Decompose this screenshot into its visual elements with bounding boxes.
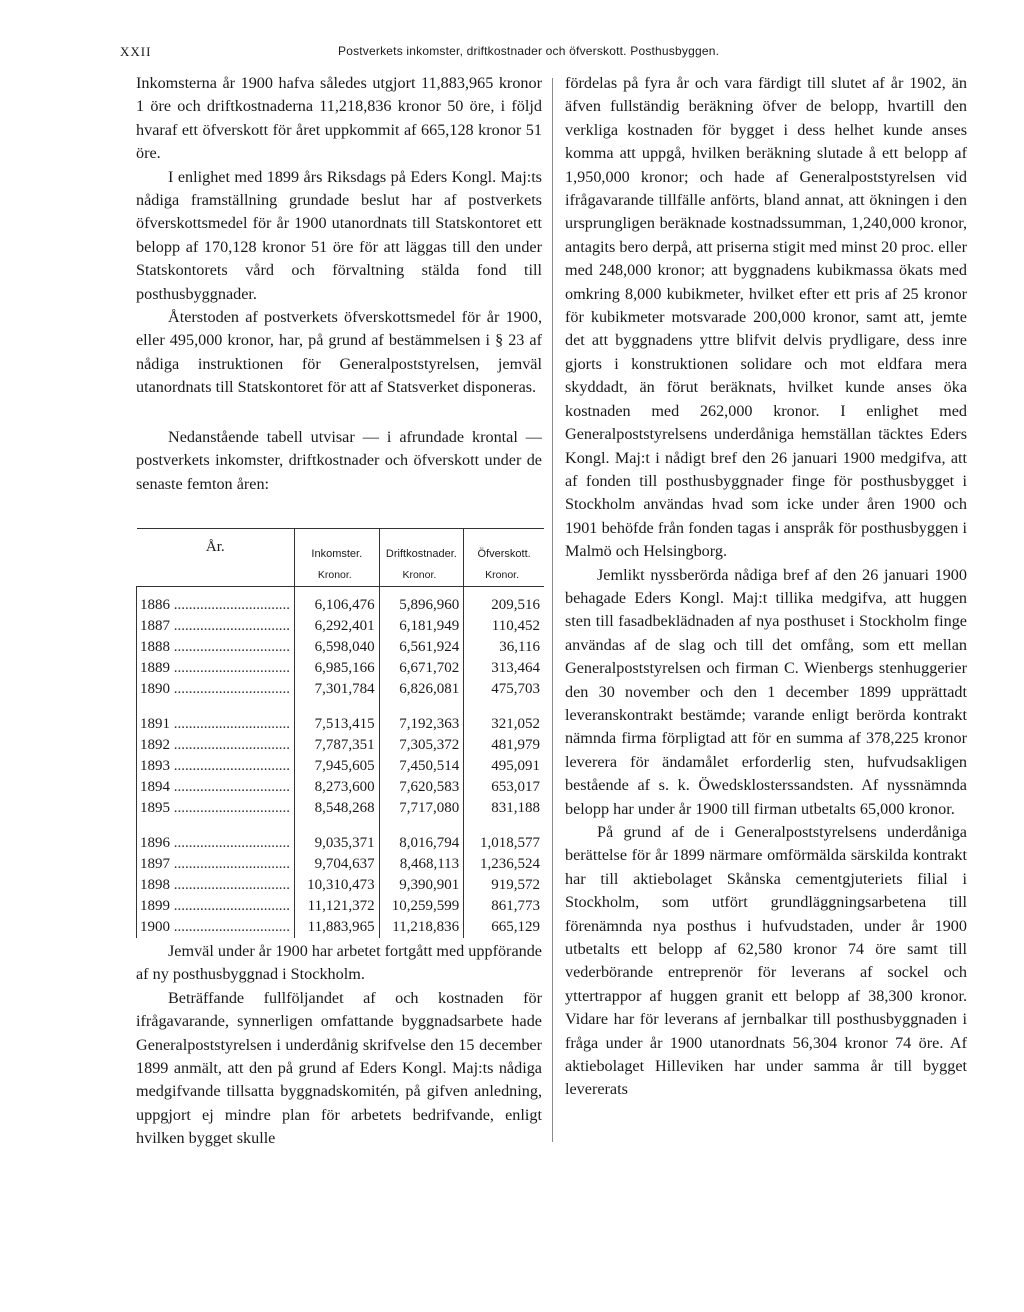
paragraph: Inkomsterna år 1900 hafva således utgjort 11,883,965 kronor 1 öre och driftkostnaderna 11,218,836 kronor 50 öre, i följd hvaraf ett öfverskott för året uppkommit af 665,128 kronor 51 öre. (136, 74, 542, 163)
paragraph: fördelas på fyra år och vara färdigt till slutet af år 1902, än äfven fullständig beräkning öfver de belopp, hvartill den verkliga kostnaden för bygget i dess helhet kunde anses komma att uppgå, hvilken beräkning slutade å ett belopp af 1,950,000 kronor; och hade af Generalpoststyrelsen vid ifrågavarande tillfälle anförts, bland annat, att ökningen i den ursprungligen beräknade kostnadssumman, 1,240,000 kronor, antagits bero derpå, att priserna stigit med minst 20 proc. eller med 248,000 kronor; att byggnadens kubikmassa ökats med omkring 8,000 kubikmeter, hvilket efter ett pris af 25 kronor för kubikmeter motsvarade 200,000 kronor, samt att, jemte det att byggnadens yttre blifvit delvis prydligare, dess inre gjorts i konstruktionen solidare och mot eldfara mera skyddadt, än förut beräknats, hvilket kunde anses öka kostnaden med 262,000 kronor. I enlighet med Generalpoststyrelsens underdåniga hemställan täcktes Eders Kongl. Maj:t i nådigt bref den 26 januari 1900 medgifva, att af fonden till posthusbyggnader finge för posthusbygget i Stockholm användas hvad som icke under åren 1900 och 1901 behöfde från fonden tagas i anspråk för posthusbyggen i Malmö och Helsingborg. (565, 74, 967, 561)
cell-year: 1889 ..... (137, 658, 295, 679)
left-column-bottom (136, 940, 542, 1151)
cell-surplus: 110,452 (464, 616, 544, 637)
cell-income: 11,883,965 (295, 917, 380, 938)
cell-costs: 6,561,924 (379, 637, 464, 658)
column-header-surplus: Öfverskott. (464, 529, 544, 566)
cell-year: 1893 ..... (137, 756, 295, 777)
table-intro-paragraph: Nedanstående tabell utvisar — i afrundade krontal — postverkets inkomster, driftkostnader och öfverskott under de senaste femton åren: (136, 427, 542, 493)
paragraph: Jemväl under år 1900 har arbetet fortgått med uppförande af ny posthusbyggnad i Stockholm. (136, 942, 542, 984)
cell-income: 6,985,166 (295, 658, 380, 679)
cell-year: 1886 ..... (137, 587, 295, 617)
cell-year: 1900 ..... (137, 917, 295, 938)
cell-costs: 7,717,080 (379, 798, 464, 819)
unit-cell: Kronor. (464, 565, 544, 587)
paragraph: På grund af de i Generalpoststyrelsens underdåniga berättelse för år 1899 närmare omförmälda särskilda kontrakt har till aktiebolaget Skånska cementgjuteriets filial i Stockholm, som utfört grundläggningsarbetena till förenämnda nya posthus i hufvudstaden, under år 1900 utbetalts ett belopp af 62,580 kronor 74 öre samt till vederbörande entreprenör för leverans af sockel och yttertrappor af huggen granit ett belopp af 38,300 kronor. Vidare har för leverans af jernbalkar till posthusbyggnaden i fråga under år 1900 utanordnats 56,304 kronor 74 öre. Af aktiebolaget Hilleviken har under samma år till bygget levererats (565, 823, 967, 1099)
column-header-income: Inkomster. (295, 529, 380, 566)
table-row (137, 798, 545, 819)
table-row (137, 587, 545, 617)
table-row (137, 777, 545, 798)
cell-income: 11,121,372 (295, 896, 380, 917)
cell-income: 9,704,637 (295, 854, 380, 875)
column-header-costs: Driftkostnader. (379, 529, 464, 566)
running-header (120, 44, 1020, 68)
table-row (137, 616, 545, 637)
table-row (137, 854, 545, 875)
right-column (565, 72, 967, 1102)
table-row (137, 875, 545, 896)
table-row (137, 896, 545, 917)
cell-costs: 7,305,372 (379, 735, 464, 756)
cell-income: 10,310,473 (295, 875, 380, 896)
cell-year: 1892 ..... (137, 735, 295, 756)
cell-year: 1888 ..... (137, 637, 295, 658)
cell-year: 1894 ..... (137, 777, 295, 798)
cell-surplus: 313,464 (464, 658, 544, 679)
cell-income: 7,787,351 (295, 735, 380, 756)
column-divider (552, 78, 553, 1142)
cell-surplus: 495,091 (464, 756, 544, 777)
table-row (137, 735, 545, 756)
paragraph: Återstoden af postverkets öfverskottsmedel för år 1900, eller 495,000 kronor, har, på grund af bestämmelsen i § 23 af nådiga instruktionen för Generalpoststyrelsen, jemväl utanordnats till Statskontoret för att af Statsverket disponeras. (136, 308, 542, 397)
cell-costs: 7,450,514 (379, 756, 464, 777)
cell-income: 7,513,415 (295, 700, 380, 735)
cell-income: 6,292,401 (295, 616, 380, 637)
cell-surplus: 36,116 (464, 637, 544, 658)
table-row (137, 700, 545, 735)
running-title: Postverkets inkomster, driftkostnader och öfverskott. Posthusbyggen. (338, 44, 720, 58)
cell-costs: 7,620,583 (379, 777, 464, 798)
cell-surplus: 209,516 (464, 587, 544, 617)
cell-surplus: 653,017 (464, 777, 544, 798)
cell-year: 1890 ..... (137, 679, 295, 700)
cell-costs: 10,259,599 (379, 896, 464, 917)
cell-costs: 11,218,836 (379, 917, 464, 938)
cell-year: 1897 ..... (137, 854, 295, 875)
paragraph: Jemlikt nyssberörda nådiga bref af den 26 januari 1900 behagade Eders Kongl. Maj:t tillika medgifva, att huggen sten till fasadbeklädnaden af nya posthuset i Stockholm finge användas af de slag och till det omfång, som ett mellan Generalpoststyrelsen och firman C. Wienbergs stenhuggerier den 30 november och den 1 december 1899 upprättadt leveranskontrakt bestämde; varande enligt berörda kontrakt nämnda firma förpligtad att för en summa af 378,225 kronor leverera för ändamålet erforderlig sten, hufvudsakligen bestående af s. k. Öwedsklosterssandsten. Af nyssnämnda belopp har under år 1900 till firman utbetalts 65,000 kronor. (565, 565, 967, 818)
cell-costs: 8,468,113 (379, 854, 464, 875)
unit-cell: Kronor. (295, 565, 380, 587)
cell-surplus: 481,979 (464, 735, 544, 756)
cell-surplus: 1,018,577 (464, 819, 544, 854)
cell-year: 1899 ..... (137, 896, 295, 917)
table-body (137, 587, 545, 939)
cell-surplus: 665,129 (464, 917, 544, 938)
left-column (136, 72, 542, 496)
page-number: XXII (120, 44, 152, 59)
paragraph: Beträffande fullföljandet af och kostnaden för ifrågavarande, synnerligen omfattande byggnadsarbete hade Generalpoststyrelsen i underdånig skrifvelse den 15 december 1899 anmält, att den på grund af Eders Kongl. Maj:ts nådiga medgifvande tillsatta byggnadskomitén, på gifven anledning, uppgjort ej mindre plan för arbetets bedrifvande, enligt hvilken bygget skulle (136, 988, 542, 1148)
cell-year: 1891 ..... (137, 700, 295, 735)
cell-surplus: 1,236,524 (464, 854, 544, 875)
table-header-row (137, 529, 545, 566)
cell-costs: 9,390,901 (379, 875, 464, 896)
revenue-table (136, 528, 544, 938)
table-row (137, 917, 545, 938)
cell-income: 8,273,600 (295, 777, 380, 798)
cell-surplus: 919,572 (464, 875, 544, 896)
unit-cell (137, 565, 295, 587)
unit-cell: Kronor. (379, 565, 464, 587)
table-row (137, 819, 545, 854)
cell-income: 9,035,371 (295, 819, 380, 854)
cell-year: 1895 ..... (137, 798, 295, 819)
table-row (137, 637, 545, 658)
cell-year: 1896 ..... (137, 819, 295, 854)
cell-costs: 7,192,363 (379, 700, 464, 735)
cell-costs: 6,671,702 (379, 658, 464, 679)
unit-row (137, 565, 545, 587)
cell-income: 6,598,040 (295, 637, 380, 658)
table-row (137, 679, 545, 700)
cell-surplus: 831,188 (464, 798, 544, 819)
cell-costs: 6,826,081 (379, 679, 464, 700)
paragraph: I enlighet med 1899 års Riksdags på Eders Kongl. Maj:ts nådiga framställning grundade beslut har af postverkets öfverskottsmedel för år 1900 utanordnats till Statskontoret ett belopp af 170,128 kronor 51 öre för att läggas till den under Statskontorets vård och förvaltning stälda fond till posthusbyggnader. (136, 167, 542, 303)
cell-income: 6,106,476 (295, 587, 380, 617)
column-header-year: År. (205, 538, 225, 555)
table-row (137, 658, 545, 679)
cell-surplus: 475,703 (464, 679, 544, 700)
cell-costs: 8,016,794 (379, 819, 464, 854)
cell-income: 7,945,605 (295, 756, 380, 777)
cell-income: 8,548,268 (295, 798, 380, 819)
table-row (137, 756, 545, 777)
cell-year: 1887 ..... (137, 616, 295, 637)
cell-surplus: 861,773 (464, 896, 544, 917)
cell-income: 7,301,784 (295, 679, 380, 700)
cell-costs: 6,181,949 (379, 616, 464, 637)
cell-costs: 5,896,960 (379, 587, 464, 617)
cell-surplus: 321,052 (464, 700, 544, 735)
cell-year: 1898 ..... (137, 875, 295, 896)
